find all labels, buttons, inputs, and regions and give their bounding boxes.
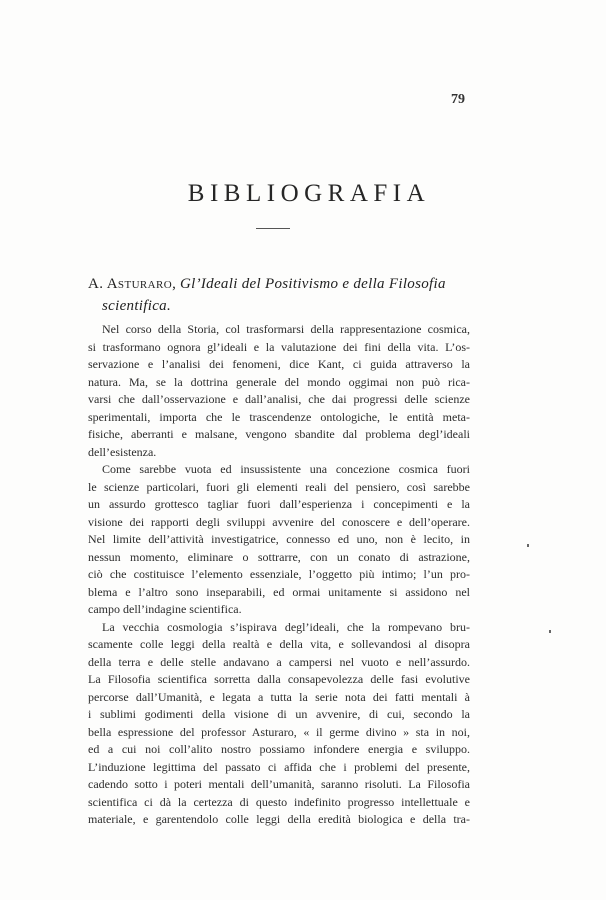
body-line: cadendo sotto i poteri mentali dell’umanità, saranno risoluti. La Filosofia	[88, 777, 470, 791]
page-number: 79	[451, 92, 465, 107]
body-line: materiale, e garentendolo colle leggi della eredità biologica e della tra-	[88, 812, 470, 826]
body-line: La vecchia cosmologia s’ispirava degl’ideali, che la rompevano bru-	[102, 619, 470, 634]
body-line: campo dell’indagine scientifica.	[88, 602, 242, 616]
body-line: le scienze particolari, fuori gli elementi reali del pensiero, così sarebbe	[88, 479, 470, 494]
review-body	[88, 321, 470, 829]
section-title: BIBLIOGRAFIA	[187, 180, 431, 207]
entry-author: A. Asturaro,	[88, 276, 177, 292]
body-line: ciò che costituisce l’elemento essenziale, l’oggetto più intimo; l’un pro-	[88, 567, 470, 581]
body-line: i sublimi godimenti della visione di un avvenire, di cui, secondo la	[88, 707, 470, 721]
paper-speck	[527, 544, 529, 547]
body-line: della terra e delle stelle andavano a campersi nel vuoto e nell’assurdo.	[88, 654, 470, 669]
body-line: scientifica ci dà la certezza di questo indefinito progresso intellettuale e	[88, 794, 470, 809]
body-line: ed a cui noi coll’alito nostro possiamo infondere energia e sviluppo.	[88, 742, 470, 756]
paper-speck	[549, 630, 551, 633]
body-line: blema e l’altro sono inseparabili, ed ormai unitamente si assidono nel	[88, 584, 470, 599]
body-line: un assurdo grottesco tagliar fuori dall’esperienza i concepimenti e la	[88, 497, 470, 511]
body-line: Nel limite dell’attività investigatrice, connesso ed uno, non è lecito, in	[88, 532, 470, 546]
entry-work-title-continued: scientifica.	[102, 298, 171, 314]
entry-heading-line-1	[88, 273, 473, 295]
body-line: si trasformano ognora gl’ideali e la valutazione dei fini della vita. L’os-	[88, 339, 470, 354]
body-line: La Filosofia scientifica sorretta dalla consapevolezza delle fasi evolutive	[88, 672, 470, 686]
body-line: fisiche, aberranti e malsane, vengono sbandite dal problema degl’ideali	[88, 427, 470, 441]
bibliography-entry-heading	[88, 273, 473, 317]
body-line: L’induzione legittima del passato ci affida che i problemi del presente,	[88, 759, 470, 774]
body-line: scamente colle leggi della realtà e della vita, e sollevandosi al disopra	[88, 637, 470, 651]
body-line: visione dei rapporti degli sviluppi avvenire del conoscere e dell’operare.	[88, 514, 470, 529]
body-line: natura. Ma, se la dottrina generale del mondo oggimai non può rica-	[88, 374, 470, 389]
body-line: varsi che dall’osservazione e dall’analisi, che dai progressi delle scienze	[88, 392, 470, 406]
body-line: sperimentali, importa che le trascendenze ontologiche, le entità meta-	[88, 409, 470, 424]
body-line: bella espressione del professor Asturaro, « il germe divino » sta in noi,	[88, 724, 470, 739]
body-line: Come sarebbe vuota ed insussistente una concezione cosmica fuori	[102, 462, 470, 476]
entry-heading-line-2	[88, 295, 473, 317]
title-divider	[256, 228, 290, 229]
body-line: percorse dall’Umanità, e legata a tutta la serie nota dei fatti mentali à	[88, 689, 470, 704]
body-line: dell’esistenza.	[88, 444, 157, 459]
entry-work-title: Gl’Ideali del Positivismo e della Filosofia	[179, 276, 446, 292]
body-line: servazione e l’analisi dei fenomeni, dice Kant, ci guida attraverso la	[88, 357, 470, 371]
body-line: nessun momento, eliminare o sottrarre, con un conato di astrazione,	[88, 549, 470, 564]
body-line: Nel corso della Storia, col trasformarsi della rappresentazione cosmica,	[102, 322, 470, 336]
